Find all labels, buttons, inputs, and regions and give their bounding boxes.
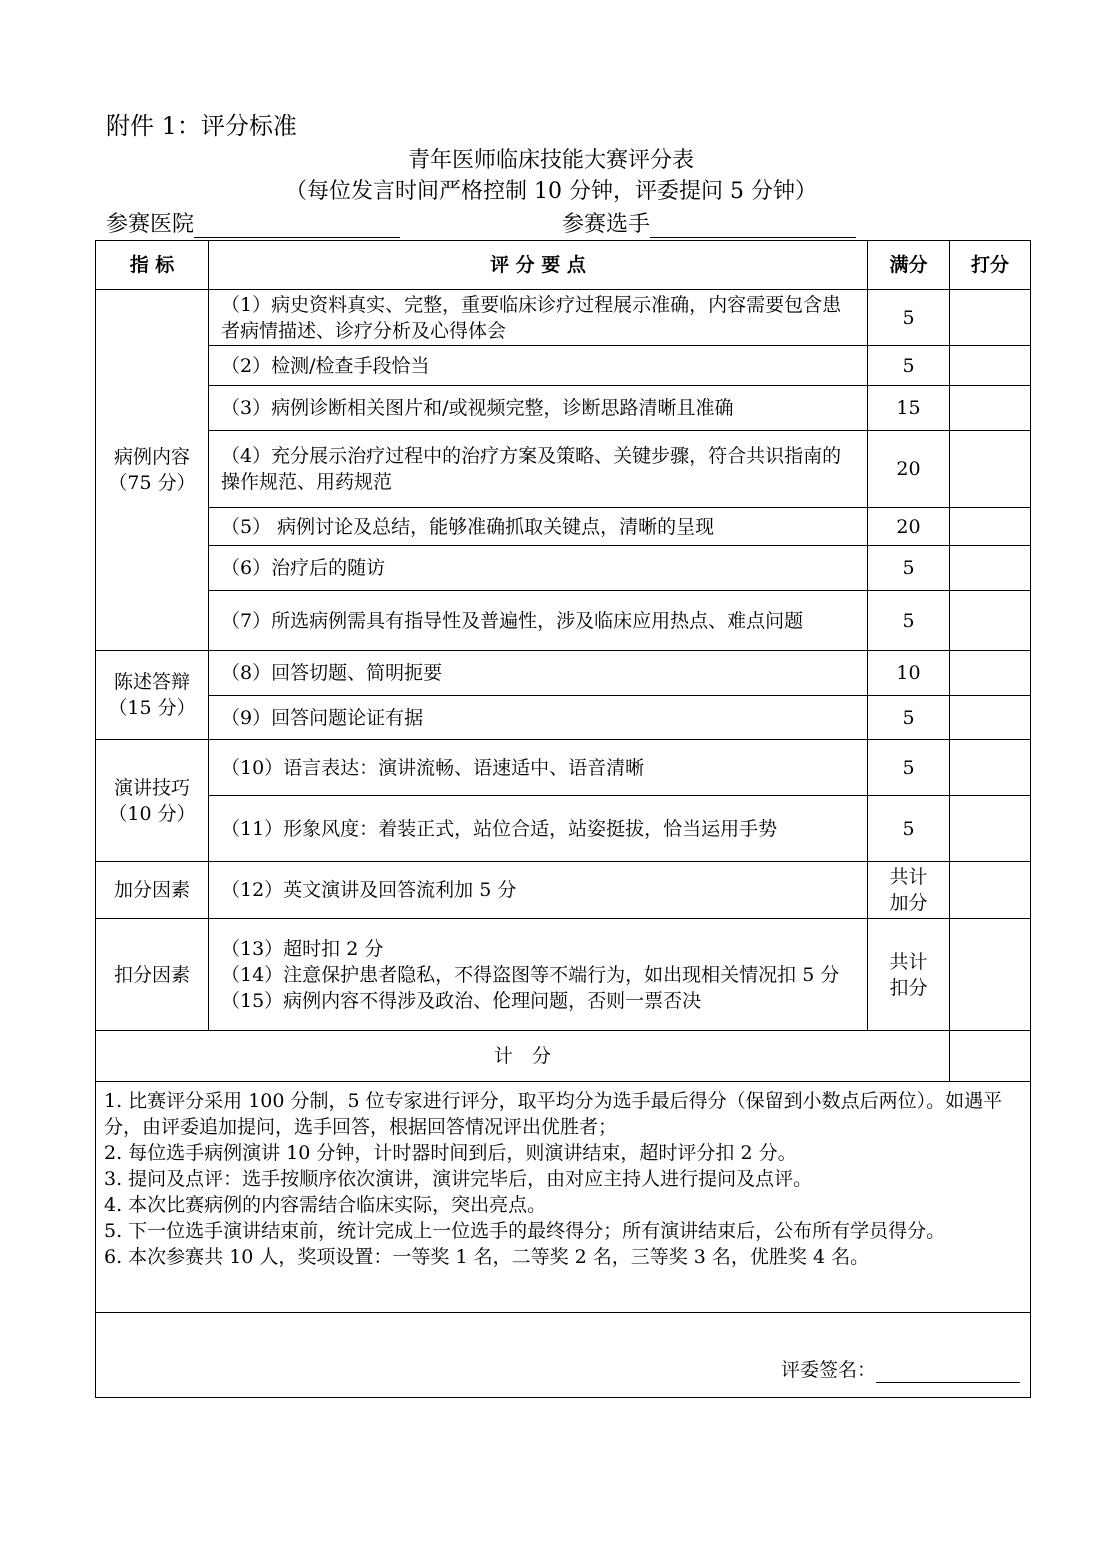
header-score: 打分 [950, 241, 1031, 290]
signature-row [96, 1313, 1031, 1398]
signature-label: 评委签名： [780, 1359, 876, 1381]
score-cell[interactable] [950, 919, 1031, 1031]
table-row [96, 431, 1031, 508]
scoring-point: （4）充分展示治疗过程中的治疗方案及策略、关键步骤，符合共识指南的操作规范、用药规范 [209, 431, 868, 508]
scoring-point: （5） 病例讨论及总结，能够准确抓取关键点，清晰的呈现 [209, 508, 868, 546]
note-item: 1. 比赛评分采用 100 分制，5 位专家进行评分，取平均分为选手最后得分（保留到小数点后两位）。如遇平分，由评委追加提问，选手回答，根据回答情况评出优胜者； [104, 1090, 1003, 1138]
full-score: 5 [868, 591, 950, 651]
scoring-point: （12）英文演讲及回答流利加 5 分 [209, 862, 868, 919]
hospital-field[interactable] [106, 207, 400, 238]
scoring-point: （8）回答切题、简明扼要 [209, 651, 868, 696]
form-subtitle: （每位发言时间严格控制 10 分钟，评委提问 5 分钟） [285, 179, 817, 204]
deduction-points [209, 919, 868, 1031]
category-name: 演讲技巧 [113, 776, 190, 799]
score-cell[interactable] [950, 651, 1031, 696]
hospital-blank[interactable] [194, 213, 400, 238]
note-item: 6. 本次参赛共 10 人，奖项设置：一等奖 1 名，二等奖 2 名，三等奖 3 名，优胜奖 4 名。 [104, 1246, 870, 1268]
table-row [96, 796, 1031, 862]
category-deduction: 扣分因素 [96, 919, 209, 1031]
score-cell[interactable] [950, 696, 1031, 740]
full-score: 5 [868, 740, 950, 796]
category-bonus: 加分因素 [96, 862, 209, 919]
table-row [96, 546, 1031, 591]
attachment-title: 附件 1：评分标准 [106, 112, 297, 140]
scoring-point: （6）治疗后的随访 [209, 546, 868, 591]
score-cell[interactable] [950, 290, 1031, 346]
deduction-line: （13）超时扣 2 分 [221, 937, 384, 960]
scoring-point: （11）形象风度：着装正式，站位合适，站姿挺拔，恰当运用手势 [209, 796, 868, 862]
scoring-table [95, 240, 1031, 1398]
category-name: 陈述答辩 [113, 671, 190, 693]
table-row [96, 290, 1031, 346]
hospital-label: 参赛医院 [106, 212, 195, 237]
category-speech [96, 740, 209, 862]
contestant-label: 参赛选手 [562, 212, 651, 237]
score-cell[interactable] [950, 591, 1031, 651]
table-row [96, 651, 1031, 696]
scoring-point: （2）检测/检查手段恰当 [209, 346, 868, 386]
form-title: 青年医师临床技能大赛评分表 [407, 148, 694, 173]
deduction-line: （15）病例内容不得涉及政治、伦理问题，否则一票否决 [221, 989, 702, 1012]
full-score: 20 [868, 431, 950, 508]
full-score: 共计扣分 [868, 919, 950, 1031]
score-cell[interactable] [950, 346, 1031, 386]
scoring-point: （7）所选病例需具有指导性及普遍性，涉及临床应用热点、难点问题 [209, 591, 868, 651]
scoring-point: （3）病例诊断相关图片和/或视频完整，诊断思路清晰且准确 [209, 386, 868, 431]
signature-blank[interactable] [876, 1360, 1020, 1383]
full-score: 5 [868, 546, 950, 591]
category-total: （10 分） [108, 802, 196, 825]
score-cell[interactable] [950, 546, 1031, 591]
scoring-point: （9）回答问题论证有据 [209, 696, 868, 740]
score-cell[interactable] [950, 431, 1031, 508]
score-cell[interactable] [950, 386, 1031, 431]
header-row [96, 241, 1031, 290]
total-row [96, 1031, 1031, 1082]
full-score: 5 [868, 346, 950, 386]
category-total: （15 分） [108, 697, 196, 719]
score-cell[interactable] [950, 796, 1031, 862]
score-cell[interactable] [950, 740, 1031, 796]
score-cell[interactable] [950, 862, 1031, 919]
table-row [96, 386, 1031, 431]
table-row [96, 919, 1031, 1031]
deduction-line: （14）注意保护患者隐私，不得盗图等不端行为，如出现相关情况扣 5 分 [221, 963, 840, 986]
full-score: 5 [868, 696, 950, 740]
table-row [96, 740, 1031, 796]
header-full: 满分 [868, 241, 950, 290]
scoring-point: （10）语言表达：演讲流畅、语速适中、语音清晰 [209, 740, 868, 796]
table-row [96, 696, 1031, 740]
table-row [96, 508, 1031, 546]
full-score: 10 [868, 651, 950, 696]
header-points: 评 分 要 点 [209, 241, 868, 290]
full-score: 20 [868, 508, 950, 546]
score-cell[interactable] [950, 508, 1031, 546]
note-item: 2. 每位选手病例演讲 10 分钟，计时器时间到后，则演讲结束，超时评分扣 2 分。 [104, 1142, 797, 1164]
full-score: 5 [868, 290, 950, 346]
notes-row [96, 1082, 1031, 1313]
note-item: 5. 下一位选手演讲结束前，统计完成上一位选手的最终得分；所有演讲结束后，公布所有学员得分。 [104, 1220, 946, 1242]
full-score: 15 [868, 386, 950, 431]
note-item: 4. 本次比赛病例的内容需结合临床实际，突出亮点。 [104, 1194, 547, 1216]
contestant-field[interactable] [562, 207, 856, 238]
category-case-content [96, 290, 209, 651]
full-score: 5 [868, 796, 950, 862]
table-row [96, 862, 1031, 919]
total-score-cell[interactable] [950, 1031, 1031, 1082]
scoring-point: （1）病史资料真实、完整，重要临床诊疗过程展示准确，内容需要包含患者病情描述、诊疗分析及心得体会 [209, 290, 868, 346]
category-name: 病例内容 [113, 446, 190, 468]
contestant-blank[interactable] [650, 213, 856, 238]
category-total: （75 分） [108, 472, 196, 494]
note-item: 3. 提问及点评：选手按顺序依次演讲，演讲完毕后，由对应主持人进行提问及点评。 [104, 1168, 813, 1190]
total-label: 计 分 [96, 1031, 950, 1082]
header-indicator: 指 标 [96, 241, 209, 290]
category-defense [96, 651, 209, 740]
table-row [96, 591, 1031, 651]
notes [96, 1082, 1031, 1313]
signature-cell [96, 1313, 1031, 1398]
full-score: 共计加分 [868, 862, 950, 919]
table-row [96, 346, 1031, 386]
